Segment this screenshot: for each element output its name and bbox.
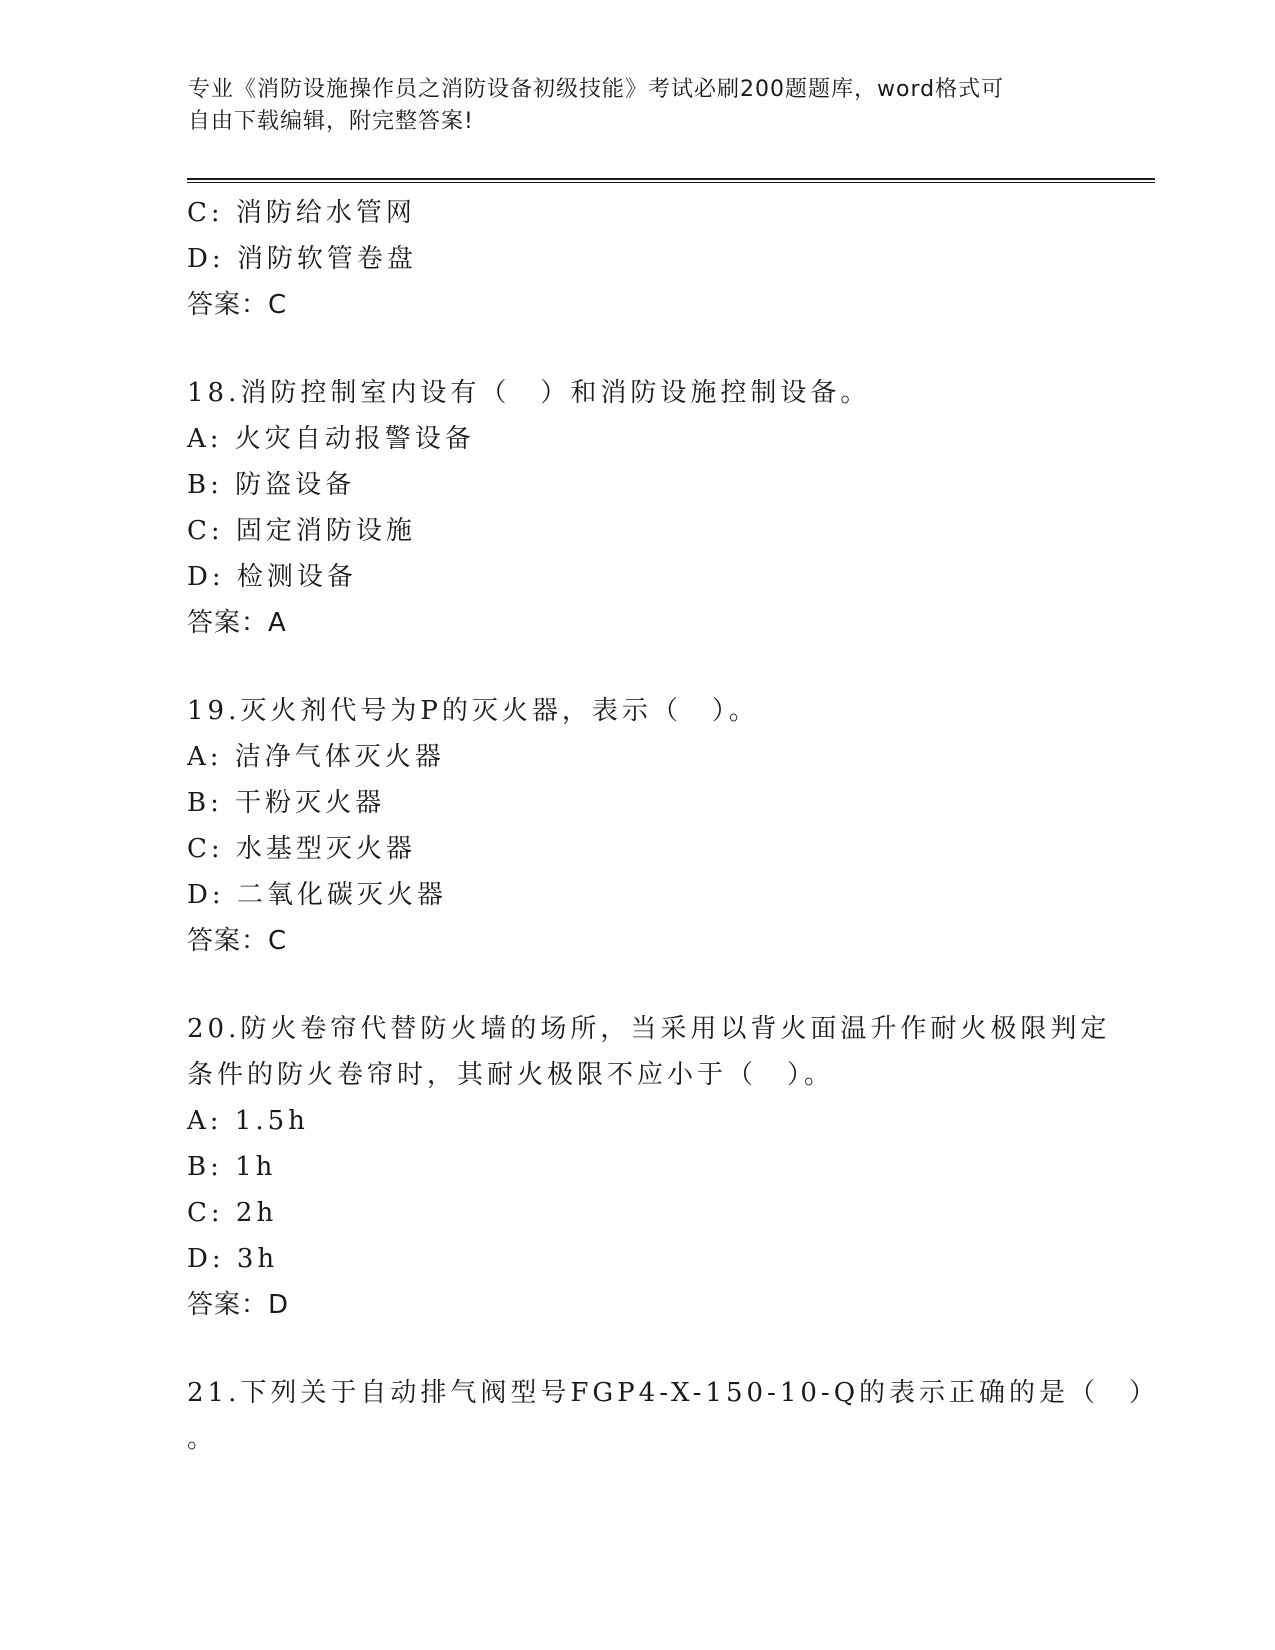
option-c: C: 固定消防设施: [187, 516, 416, 546]
question-17-continued: [187, 190, 1087, 328]
option-c: C: 消防给水管网: [187, 198, 416, 228]
option-c: C: 水基型灭火器: [187, 834, 416, 864]
answer-line: 答案：C: [187, 290, 288, 320]
option-a: A: 火灾自动报警设备: [187, 424, 475, 454]
question-18: [187, 370, 1087, 646]
question-stem-line1: 21.下列关于自动排气阀型号FGP4-X-150-10-Q的表示正确的是（ ）: [187, 1378, 1160, 1408]
option-d: D: 3h: [187, 1244, 279, 1274]
header-divider-thick: [187, 178, 1155, 180]
question-stem-line2: 。: [187, 1424, 218, 1454]
question-stem-line2: 条件的防火卷帘时，其耐火极限不应小于（ ）。: [187, 1060, 835, 1090]
option-a: A: 洁净气体灭火器: [187, 742, 445, 772]
question-stem: 18.消防控制室内设有（ ）和消防设施控制设备。: [187, 378, 871, 408]
answer-line: 答案：D: [187, 1290, 290, 1320]
document-header: [188, 74, 1088, 138]
option-c: C: 2h: [187, 1198, 278, 1228]
question-21: [187, 1370, 1160, 1462]
question-stem-line1: 20.防火卷帘代替防火墙的场所，当采用以背火面温升作耐火极限判定: [187, 1014, 1111, 1044]
answer-line: 答案：A: [187, 608, 287, 638]
option-b: B: 防盗设备: [187, 470, 356, 500]
question-20: [187, 1006, 1111, 1328]
header-divider-thin: [187, 182, 1155, 183]
option-b: B: 干粉灭火器: [187, 788, 386, 818]
option-d: D: 二氧化碳灭火器: [187, 880, 447, 910]
option-d: D: 消防软管卷盘: [187, 244, 417, 274]
header-title-line1: 专业《消防设施操作员之消防设备初级技能》考试必刷200题题库，word格式可: [188, 77, 1005, 102]
question-19: [187, 688, 1087, 964]
option-a: A: 1.5h: [187, 1106, 309, 1136]
option-d: D: 检测设备: [187, 562, 357, 592]
header-title-line2: 自由下载编辑，附完整答案!: [188, 109, 474, 134]
question-stem: 19.灭火剂代号为P的灭火器，表示（ ）。: [187, 696, 759, 726]
answer-line: 答案：C: [187, 926, 288, 956]
option-b: B: 1h: [187, 1152, 277, 1182]
document-content: [187, 190, 1160, 1462]
